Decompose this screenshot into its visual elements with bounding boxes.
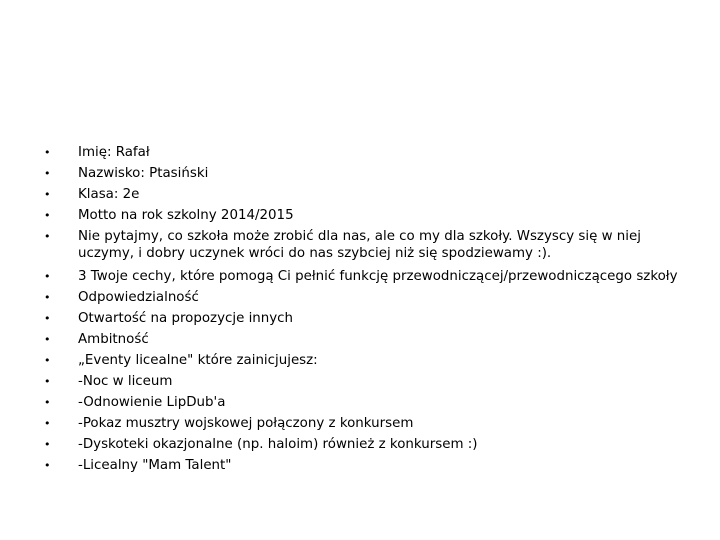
- bullet-icon: •: [44, 354, 51, 367]
- list-item: [44, 371, 694, 392]
- list-item: [44, 413, 694, 434]
- list-item-text: Odpowiedzialność: [78, 290, 199, 305]
- list-item: [44, 392, 694, 413]
- list-item-text: 3 Twoje cechy, które pomogą Ci pełnić funkcję przewodniczącej/przewodniczącego szkoły: [78, 269, 678, 284]
- list-item-text: Nie pytajmy, co szkoła może zrobić dla nas, ale co my dla szkoły. Wszyscy się w niej uczymy, i dobry uczynek wróci do nas szybciej niż się spodziewamy :).: [78, 229, 641, 261]
- list-item: [44, 226, 694, 262]
- bullet-icon: •: [44, 312, 51, 325]
- bullet-icon: •: [44, 188, 51, 201]
- list-item: [44, 287, 694, 308]
- bullet-icon: •: [44, 167, 51, 180]
- list-item-text: Nazwisko: Ptasiński: [78, 166, 209, 181]
- bullet-icon: •: [44, 459, 51, 472]
- list-item: [44, 142, 694, 163]
- bullet-icon: •: [44, 230, 51, 243]
- list-item: [44, 266, 694, 287]
- bullet-icon: •: [44, 209, 51, 222]
- list-item-text: Motto na rok szkolny 2014/2015: [78, 208, 294, 223]
- list-item-text: Otwartość na propozycje innych: [78, 311, 294, 326]
- list-item-text: Klasa: 2e: [78, 187, 140, 202]
- list-item: [44, 434, 694, 455]
- list-item-text: Imię: Rafał: [78, 145, 150, 160]
- bullet-list: [44, 142, 694, 476]
- bullet-icon: •: [44, 333, 51, 346]
- list-item: [44, 184, 694, 205]
- list-item: [44, 350, 694, 371]
- list-item: [44, 308, 694, 329]
- list-item-text: -Pokaz musztry wojskowej połączony z konkursem: [78, 416, 414, 431]
- list-item-text: -Odnowienie LipDub'a: [78, 395, 226, 410]
- list-item-text: Ambitność: [78, 332, 149, 347]
- bullet-icon: •: [44, 396, 51, 409]
- bullet-icon: •: [44, 146, 51, 159]
- list-item-text: -Dyskoteki okazjonalne (np. haloim) również z konkursem :): [78, 437, 478, 452]
- list-item: [44, 455, 694, 476]
- bullet-icon: •: [44, 270, 51, 283]
- list-item-text: -Noc w liceum: [78, 374, 173, 389]
- list-item: [44, 163, 694, 184]
- bullet-icon: •: [44, 375, 51, 388]
- bullet-icon: •: [44, 291, 51, 304]
- list-item-text: „Eventy licealne" które zainicjujesz:: [78, 353, 318, 368]
- list-item: [44, 329, 694, 350]
- bullet-icon: •: [44, 417, 51, 430]
- list-item: [44, 205, 694, 226]
- list-item-text: -Licealny "Mam Talent": [78, 458, 232, 473]
- bullet-icon: •: [44, 438, 51, 451]
